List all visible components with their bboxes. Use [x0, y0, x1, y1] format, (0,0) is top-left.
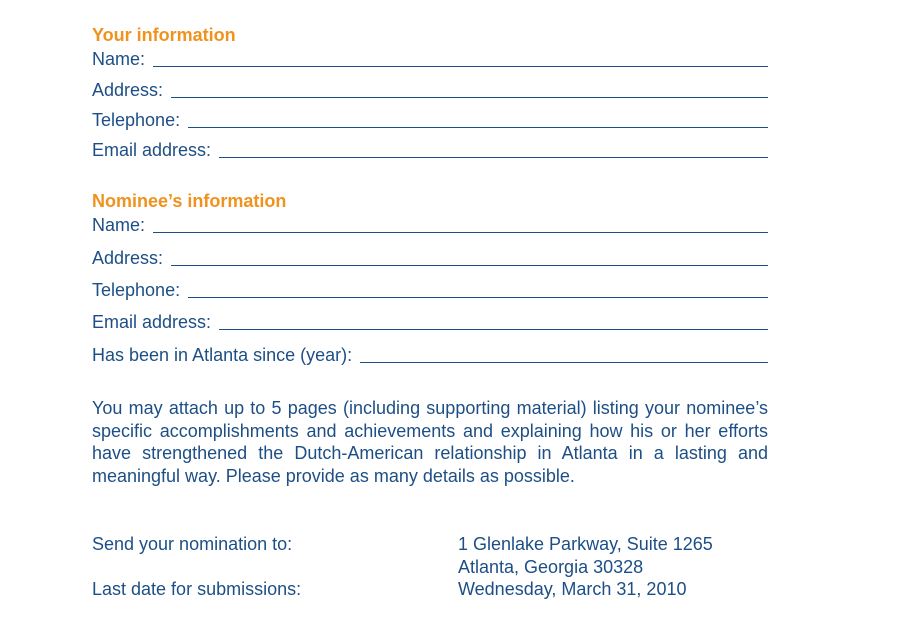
- your-address-field[interactable]: [171, 79, 768, 98]
- nominee-address-label: Address:: [92, 248, 164, 268]
- your-name-row: [92, 45, 768, 69]
- your-email-field[interactable]: [219, 139, 768, 158]
- nominee-name-field[interactable]: [153, 214, 768, 233]
- your-telephone-field[interactable]: [188, 109, 768, 128]
- nominee-telephone-field[interactable]: [188, 279, 768, 298]
- address-line-1: 1 Glenlake Parkway, Suite 1265: [458, 534, 713, 554]
- deadline-label: Last date for submissions:: [92, 579, 302, 599]
- nominee-telephone-row: [92, 276, 768, 300]
- nominee-since-year-row: [92, 341, 768, 365]
- nominee-address-row: [92, 244, 768, 268]
- your-information-heading: Your information: [92, 25, 236, 45]
- your-email-label: Email address:: [92, 140, 212, 160]
- nominee-since-year-label: Has been in Atlanta since (year):: [92, 345, 353, 365]
- instructions-paragraph: You may attach up to 5 pages (including supporting material) listing your nominee’s specific accomplishments and achievements and explaining how his or her efforts have strengthened the Dutch-American relationship in Atlanta in a lasting and meaningful way. Please provide as many details as possible.: [92, 398, 768, 486]
- your-address-row: [92, 76, 768, 100]
- nominee-email-label: Email address:: [92, 312, 212, 332]
- nominee-telephone-label: Telephone:: [92, 280, 181, 300]
- your-address-label: Address:: [92, 80, 164, 100]
- deadline-value: Wednesday, March 31, 2010: [458, 579, 687, 599]
- nominee-name-label: Name:: [92, 215, 146, 235]
- nominee-information-heading: Nominee’s information: [92, 191, 287, 211]
- nominee-since-year-field[interactable]: [360, 344, 768, 363]
- nominee-name-row: [92, 211, 768, 235]
- nominee-email-field[interactable]: [219, 311, 768, 330]
- nominee-email-row: [92, 308, 768, 332]
- nominee-address-field[interactable]: [171, 247, 768, 266]
- your-email-row: [92, 136, 768, 160]
- your-telephone-label: Telephone:: [92, 110, 181, 130]
- send-nomination-label: Send your nomination to:: [92, 534, 293, 554]
- your-name-field[interactable]: [153, 48, 768, 67]
- your-name-label: Name:: [92, 49, 146, 69]
- address-line-2: Atlanta, Georgia 30328: [458, 557, 644, 577]
- your-telephone-row: [92, 106, 768, 130]
